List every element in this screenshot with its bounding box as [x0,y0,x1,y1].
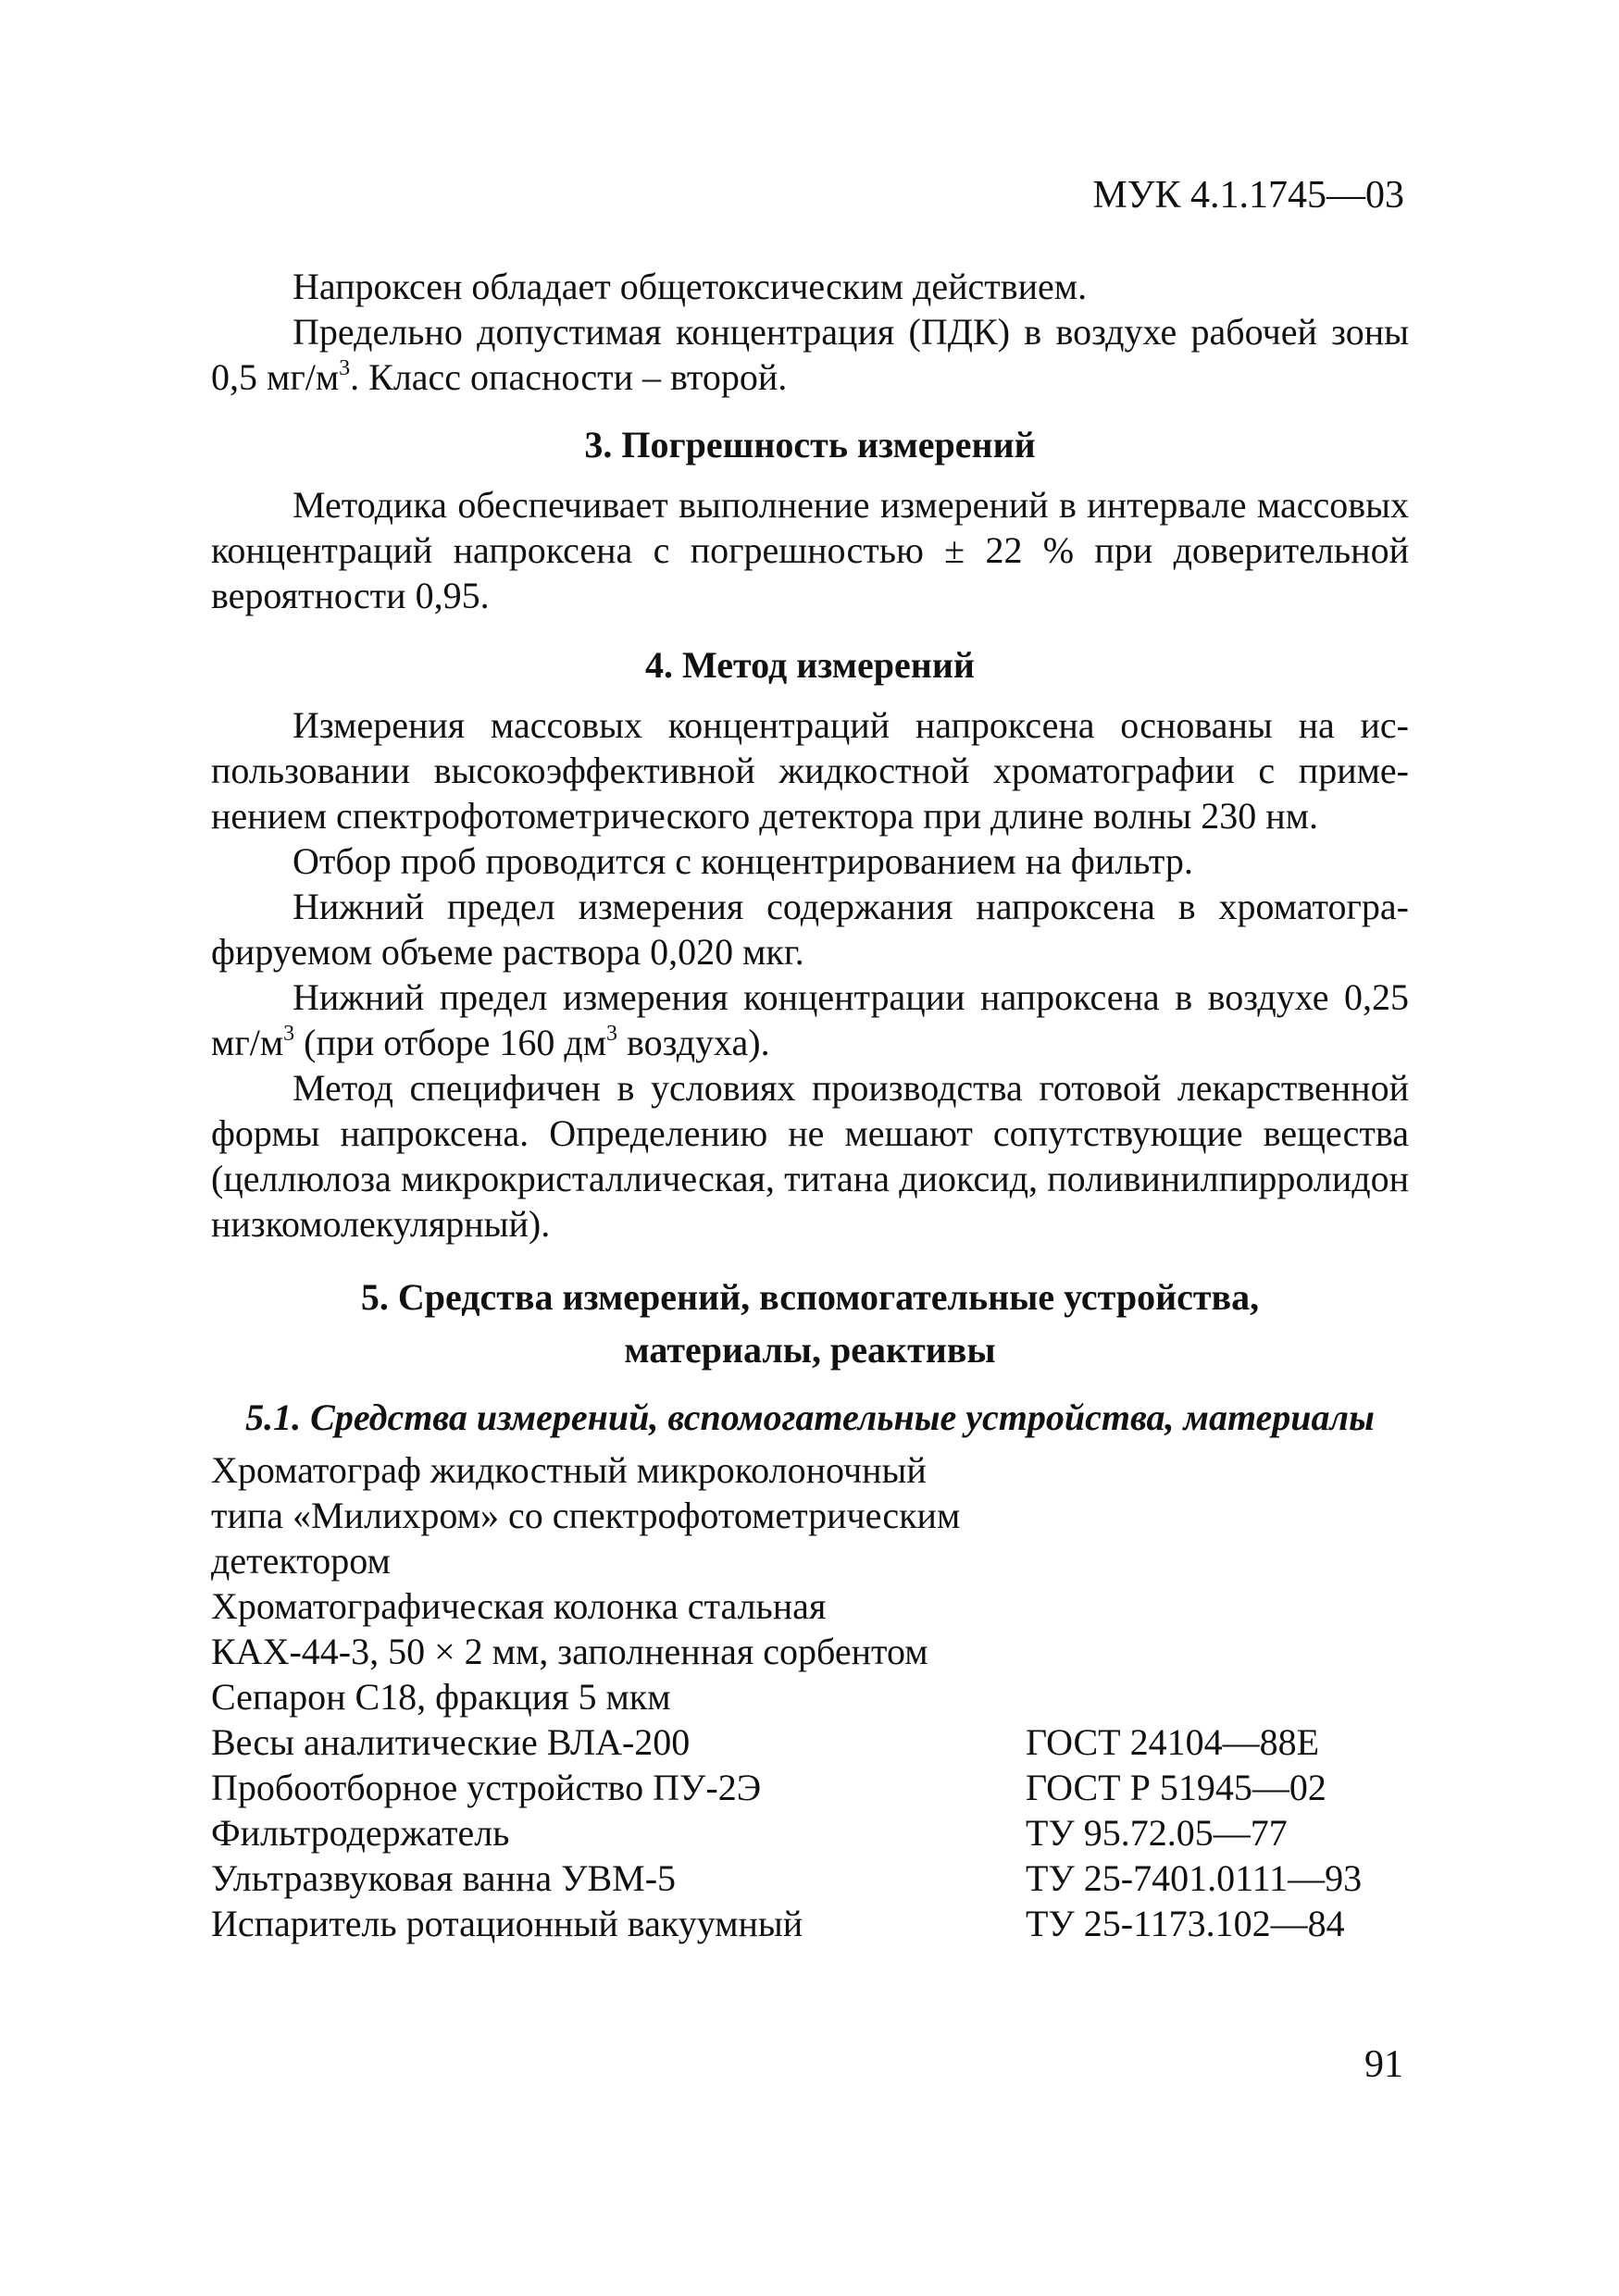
equipment-standard: ГОСТ 24104—88Е [1026,1721,1320,1763]
paragraph [211,974,1409,1065]
text-run: (при отборе 160 дм [294,1022,607,1063]
paragraph: Нижний предел измерения содержания напроксена в хроматографируемом объеме раствора 0,020 мкг. [211,886,1409,973]
equipment-name: Фильтродержатель [211,1812,510,1854]
table-row [211,1629,1409,1674]
table-row [211,1538,1409,1583]
equipment-table [211,1447,1409,1946]
table-row [211,1719,1409,1765]
table-row [211,1765,1409,1810]
equipment-standard [1026,1493,1409,1538]
page-body [211,264,1409,1946]
table-row [211,1855,1409,1901]
table-row [211,1810,1409,1855]
equipment-standard: ГОСТ Р 51945—02 [1026,1767,1326,1808]
running-head: МУК 4.1.1745—03 [1092,174,1404,217]
paragraph: Измерения массовых концентраций напроксена основаны на использовании высокоэффективной жидкостной хроматографии с применением спектрофотометрического детектора при длине волны 230 нм. [211,704,1409,837]
paragraph: Напроксен обладает общетоксическим действием. [293,266,1088,307]
equipment-name: детектором [211,1540,391,1582]
equipment-name: Хроматограф жидкостный микроколоночный [211,1449,927,1491]
paragraph: Методика обеспечивает выполнение измерений в интервале массовых концентраций напроксена с погрешностью ± 22 % при доверительной вероятности 0,95. [211,484,1409,616]
text-run: . Класс опасности – второй. [350,356,788,398]
equipment-standard [1026,1629,1409,1674]
equipment-name: КАХ-44-3, 50 × 2 мм, заполненная сорбентом [211,1631,928,1672]
equipment-name: типа «Милихром» со спектрофотометрическим [211,1495,961,1536]
equipment-standard [1026,1447,1409,1493]
equipment-name: Весы аналитические ВЛА-200 [211,1721,691,1763]
subsection-heading: 5.1. Средства измерений, вспомогательные устройства, материалы [245,1396,1375,1438]
page-number: 91 [1364,2043,1403,2086]
heading-line: материалы, реактивы [624,1329,996,1371]
table-row [211,1901,1409,1946]
paragraph: Метод специфичен в условиях производства готовой лекарственной формы напроксена. Определению не мешают сопутствующие вещества (целлюлоза микрокристаллическая, титана диоксид, поливинилпирролидон низкомолекулярный). [211,1067,1409,1245]
equipment-name: Испаритель ротационный вакуумный [211,1903,803,1944]
text-run: Нижний предел измерения концентрации напроксена в воздухе 0,25 мг/м [211,976,1409,1063]
section-heading: 3. Погрешность измерений [584,424,1036,465]
equipment-name: Ультразвуковая ванна УВМ-5 [211,1857,677,1899]
equipment-standard: ТУ 95.72.05—77 [1026,1812,1288,1854]
equipment-name: Сепарон С18, фракция 5 мкм [211,1676,671,1718]
text-run: Предельно допустимая концентрация (ПДК) в воздухе рабочей зоны 0,5 мг/м [211,311,1409,398]
equipment-standard [1026,1583,1409,1629]
table-row [211,1493,1409,1538]
superscript: 3 [339,355,351,380]
section-heading: 4. Метод измерений [645,644,975,686]
text-run: воздуха). [617,1022,770,1063]
superscript: 3 [606,1021,618,1046]
equipment-name: Хроматографическая колонка стальная [211,1585,827,1627]
equipment-name: Пробоотборное устройство ПУ-2Э [211,1767,762,1808]
equipment-standard [1026,1674,1409,1719]
equipment-standard: ТУ 25-1173.102—84 [1026,1903,1345,1944]
table-row [211,1674,1409,1719]
superscript: 3 [283,1021,295,1046]
heading-line: 5. Средства измерений, вспомогательные устройства, [360,1276,1260,1318]
paragraph [211,309,1409,400]
equipment-table-body [211,1447,1409,1946]
table-row [211,1583,1409,1629]
table-row [211,1447,1409,1493]
equipment-standard: ТУ 25-7401.0111—93 [1026,1857,1363,1899]
section-heading [211,1271,1409,1376]
paragraph: Отбор проб проводится с концентрированием на фильтр. [293,840,1193,882]
equipment-standard [1026,1538,1409,1583]
